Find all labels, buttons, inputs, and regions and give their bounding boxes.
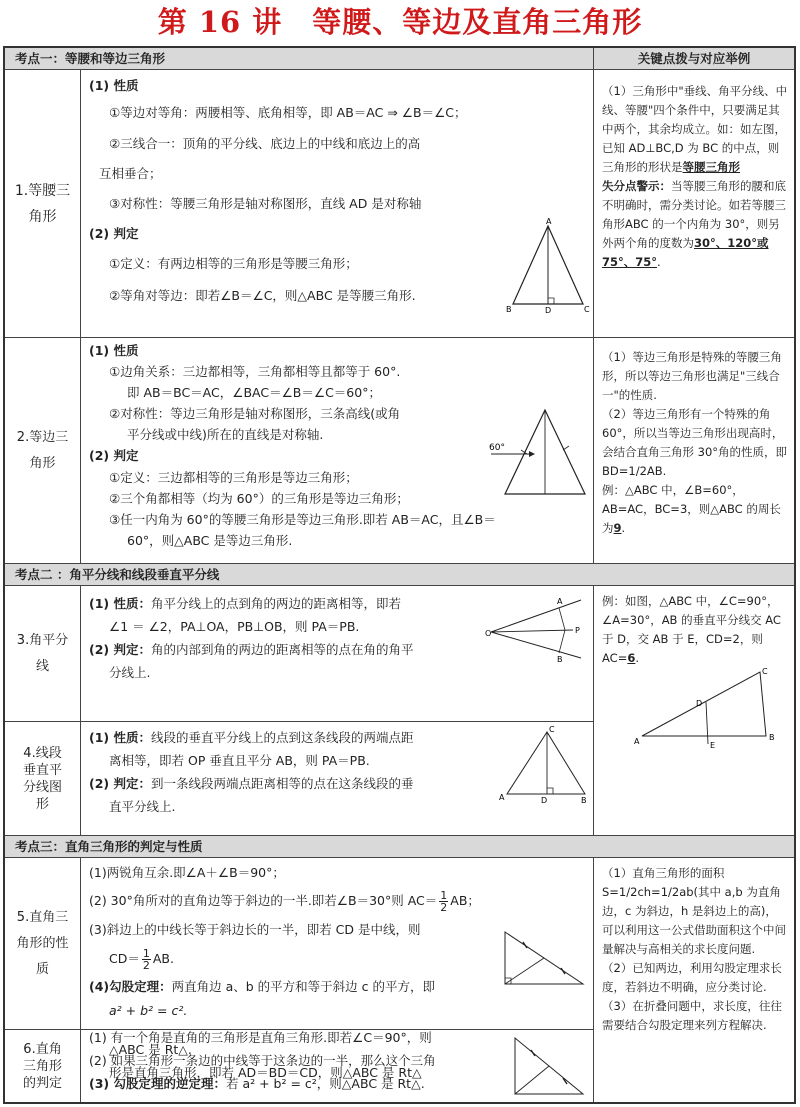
text-line: ∠1 ＝ ∠2，PA⊥OA，PB⊥OB，则 PA＝PB. (109, 619, 360, 634)
text-line: 两直角边 a、b 的平方和等于斜边 c 的平方，即 (171, 979, 435, 994)
section-header-3: 考点三：直角三角形的判定与性质 (5, 836, 794, 858)
vertex-label-e: E (710, 741, 716, 750)
note-text: . (621, 521, 626, 535)
item-title: (2) 判定： (89, 776, 151, 791)
text-line: 角平分线上的点到角的两边的距离相等，即若 (150, 596, 401, 611)
vertex-label-d: D (545, 306, 552, 314)
text-line: (2) 如果三角形一条边的中线等于这条边的一半，那么这个三角 (89, 1053, 436, 1068)
row-note (593, 858, 794, 1102)
vertex-label-d: D (696, 699, 703, 708)
angle-bisector-figure (485, 592, 589, 662)
text-line: (3)斜边上的中线长等于斜边长的一半，即若 CD 是中线，则 (89, 922, 421, 937)
vertex-label-b: B (506, 305, 512, 314)
text-line: 直平分线上. (109, 799, 176, 814)
vertex-label-a: A (634, 737, 640, 746)
vertex-label-a: A (557, 597, 563, 606)
row-perpendicular-bisector (5, 722, 593, 836)
text-line: ③对称性：等腰三角形是轴对称图形，直线 AD 是对称轴 (109, 196, 422, 211)
note-text: （1）直角三角形的面积 S=1/2ch=1/2ab(其中 a,b 为直角边，c 为斜边，h 是斜边上的高)，可以利用这一公式借助面积这个中间量解决与高相关的求长度问题. (602, 866, 786, 956)
vertex-label-d: D (541, 796, 548, 804)
text-line: (1) 性质 (89, 343, 139, 358)
row-isosceles (5, 70, 794, 338)
note-text: . (657, 255, 661, 269)
text-line: 60°，则△ABC 是等边三角形. (127, 533, 293, 548)
text-line: 线段的垂直平分线上的点到这条线段的两端点距 (150, 730, 414, 745)
row-label: 5.直角三角形的性质 (5, 858, 81, 1029)
text-line: ②三线合一：顶角的平分线、底边上的中线和底边上的高 (109, 136, 421, 151)
text-line: ③任一内角为 60°的等腰三角形是等边三角形.即若 AB＝AC，且∠B＝ (109, 512, 496, 527)
text-line: (2) 判定 (89, 448, 139, 463)
formula: a² + b² = c². (109, 1003, 188, 1018)
note-text: （1）三角形中"垂线、角平分线、中线、等腰"四个条件中，只要满足其中两个，其余均成立。如：如左图，已知 AD⊥BC,D 为 BC 的中点，则三角形的形状是 (602, 84, 788, 174)
fraction-half: $\frac{1}{2}$ (142, 947, 150, 972)
text-line: AB； (450, 893, 480, 908)
text-line: AB. (152, 951, 174, 966)
text-line: 平分线或中线)所在的直线是对称轴. (127, 427, 324, 442)
text-line: ①边角关系：三边都相等，三角都相等且都等于 60°. (109, 364, 401, 379)
knowledge-table (3, 46, 796, 1104)
vertex-label-o: O (485, 629, 492, 638)
vertex-label-c: C (549, 725, 555, 734)
text-line: ①等边对等角：两腰相等、底角相等，即 AB＝AC ⇒ ∠B＝∠C； (109, 105, 467, 120)
right-triangle-figure (497, 928, 589, 990)
note-text: （3）在折叠问题中，求长度，往往需要结合勾股定理来列方程解决. (602, 999, 782, 1032)
note-text: 例：如图，△ABC 中，∠C=90°，∠A=30°，AB 的垂直平分线交 AC 于 D，交 AB 于 E，CD=2，则 AC= (602, 594, 781, 665)
text-line: (1)两锐角互余.即∠A＋∠B＝90°； (89, 865, 285, 880)
median-right-triangle-figure (505, 1034, 589, 1098)
warning-label: 失分点警示： (602, 179, 671, 193)
equilateral-figure (489, 404, 589, 500)
row-right-triangle-properties (5, 858, 593, 1030)
row-note (593, 70, 794, 337)
row-label: 1.等腰三角形 (5, 70, 81, 337)
text-line: ①定义：有两边相等的三角形是等腰三角形； (109, 256, 358, 271)
note-text: （1）等边三角形是特殊的等腰三角形，所以等边三角形也满足"三线合一"的性质. (602, 350, 782, 402)
row-label: 2.等边三角形 (5, 338, 81, 563)
item-title: (1) 性质： (89, 730, 151, 745)
perpendicular-bisector-figure (499, 724, 589, 804)
angle-label: 60° (489, 443, 505, 453)
example-right-triangle-figure (634, 668, 784, 750)
row-label: 4.线段垂直平分线图形 (5, 722, 81, 835)
text-line: (2) 判定 (89, 226, 139, 241)
text-line: 到一条线段两端点距离相等的点在这条线段的垂 (150, 776, 414, 791)
note-text: . (635, 651, 640, 665)
row-label: 6.直角三角形的判定 (5, 1030, 81, 1102)
section-header-2: 考点二 ：角平分线和线段垂直平分线 (5, 564, 794, 586)
vertex-label-b: B (581, 796, 587, 804)
vertex-label-a: A (499, 793, 505, 802)
note-answer: 30°、120°或 75°、75° (602, 236, 769, 269)
note-text: 例：△ABC 中，∠B=60°，AB=AC，BC=3，则△ABC 的周长为 (602, 483, 781, 535)
vertex-label-c: C (584, 305, 590, 314)
right-column-header: 关键点拨与对应举例 (593, 48, 794, 70)
note-answer: 6 (627, 651, 636, 665)
text-line: ②等角对等边：即若∠B＝∠C，则△ABC 是等腰三角形. (109, 288, 416, 303)
row-note (593, 338, 794, 563)
text-line: CD＝ (109, 951, 140, 966)
text-line: (2) 30°角所对的直角边等于斜边的一半.即若∠B＝30°则 AC＝ (89, 893, 438, 908)
vertex-label-a: A (546, 218, 552, 226)
section-header-1: 考点一：等腰和等边三角形 (5, 48, 593, 70)
text-line: (1) 有一个角是直角的三角形是直角三角形.即若∠C＝90°，则 (89, 1030, 432, 1045)
text-line: (1) 性质 (89, 78, 139, 93)
text-line: 形是直角三角形，即若 AD＝BD＝CD，则△ABC 是 Rt△ (109, 1065, 422, 1080)
text-line: 分线上. (109, 665, 151, 680)
item-title: (4)勾股定理： (89, 979, 172, 994)
note-answer: 等腰三角形 (682, 160, 740, 174)
vertex-label-p: P (575, 626, 580, 635)
item-title: (1) 性质： (89, 596, 151, 611)
text-line: 若 a² + b² = c²，则△ABC 是 Rt△. (225, 1076, 425, 1091)
text-line: 互相垂合； (99, 166, 162, 181)
page-title: 第 16 讲 等腰、等边及直角三角形 (157, 5, 643, 39)
text-line: ②三个角都相等（均为 60°）的三角形是等边三角形； (109, 491, 409, 506)
item-title: (2) 判定： (89, 642, 151, 657)
vertex-label-b: B (557, 655, 563, 662)
note-text: （2）已知两边，利用勾股定理求长度，若斜边不明确，应分类讨论. (602, 961, 782, 994)
item-title: (3) 勾股定理的逆定理： (89, 1076, 226, 1091)
text-line: ①定义：三边都相等的三角形是等边三角形； (109, 470, 358, 485)
text-line: △ABC 是 Rt△. (109, 1042, 192, 1057)
row-note (593, 586, 794, 836)
text-line: 角的内部到角的两边的距离相等的点在角的角平 (150, 642, 414, 657)
text-line: 即 AB＝BC＝AC，∠BAC＝∠B＝∠C＝60°； (127, 385, 381, 400)
row-equilateral (5, 338, 794, 564)
row-angle-bisector (5, 586, 593, 722)
vertex-label-c: C (762, 668, 768, 676)
note-text: 当等腰三角形的腰和底不明确时，需分类讨论。如若等腰三角形ABC 的一个内角为 30°，则另外两个角的度数为 (602, 179, 786, 250)
text-line: 离相等，即若 OP 垂直且平分 AB，则 PA＝PB. (109, 753, 370, 768)
row-label: 3.角平分线 (5, 586, 81, 721)
isosceles-figure (505, 218, 591, 314)
vertex-label-b: B (769, 733, 775, 742)
fraction-half: $\frac{1}{2}$ (440, 889, 448, 914)
row-right-triangle-criteria (5, 1030, 593, 1102)
note-text: （2）等边三角形有一个特殊的角 60°，所以当等边三角形出现高时，会结合直角三角形 30°角的性质，即 BD=1/2AB. (602, 407, 788, 478)
note-answer: 9 (613, 521, 622, 535)
text-line: ②对称性：等边三角形是轴对称图形，三条高线(或角 (109, 406, 401, 421)
